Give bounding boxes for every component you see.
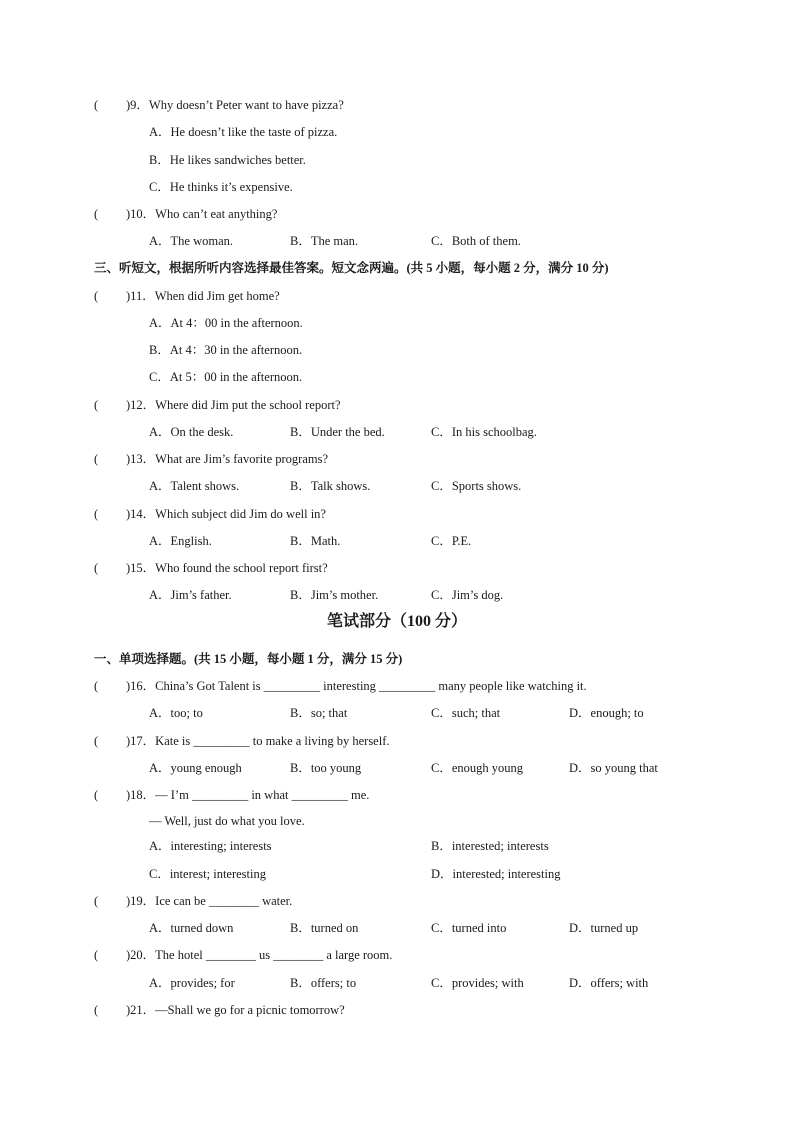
answer-option: C．provides; with [431,976,524,990]
answer-option: C．such; that [431,706,501,720]
question-text: )18．— I’m _________ in what _________ me. [126,788,370,802]
answer-option: C．interest; interesting [149,867,266,881]
answer-option: C．Both of them. [431,234,521,248]
answer-option: B．turned on [290,921,359,935]
answer-option: B．interested; interests [431,839,549,853]
answer-option: B．Math. [290,534,341,548]
answer-option: A．Jim’s father. [149,588,232,602]
question-text: )12．Where did Jim put the school report? [126,398,341,412]
answer-option: A．At 4：00 in the afternoon. [149,316,303,330]
question-text: )21．—Shall we go for a picnic tomorrow? [126,1003,345,1017]
answer-paren[interactable]: ( [94,289,99,303]
question-text: )15．Who found the school report first? [126,561,328,575]
answer-paren[interactable]: ( [94,98,99,112]
question-text: )19．Ice can be ________ water. [126,894,293,908]
section-heading: 三、听短文，根据所听内容选择最佳答案。短文念两遍。(共 5 小题，每小题 2 分，满分 10 分) [94,261,609,275]
answer-option: D．interested; interesting [431,867,561,881]
answer-option: A．He doesn’t like the taste of pizza. [149,125,338,139]
answer-paren[interactable]: ( [94,788,99,802]
answer-option: B．so; that [290,706,348,720]
answer-option: — Well, just do what you love. [149,814,305,828]
question-text: )11．When did Jim get home? [126,289,280,303]
answer-option: A．provides; for [149,976,235,990]
answer-option: C．enough young [431,761,524,775]
answer-option: A．On the desk. [149,425,234,439]
answer-option: A．Talent shows. [149,479,240,493]
part-title: 笔试部分（100 分） [326,613,467,630]
question-text: )20．The hotel ________ us ________ a large room. [126,948,393,962]
question-text: )16．China’s Got Talent is _________ interesting _________ many people like watching it. [126,679,587,693]
answer-option: C．At 5：00 in the afternoon. [149,370,303,384]
section-heading: 一、单项选择题。(共 15 小题，每小题 1 分，满分 15 分) [94,652,403,666]
question-text: )9．Why doesn’t Peter want to have pizza? [126,98,344,112]
answer-option: A．young enough [149,761,242,775]
answer-paren[interactable]: ( [94,207,99,221]
question-text: )17．Kate is _________ to make a living by herself. [126,734,390,748]
answer-option: C．In his schoolbag. [431,425,537,439]
answer-paren[interactable]: ( [94,679,99,693]
answer-option: C．Sports shows. [431,479,522,493]
answer-option: A．The woman. [149,234,234,248]
answer-option: D．turned up [569,921,639,935]
answer-option: A．interesting; interests [149,839,272,853]
answer-paren[interactable]: ( [94,948,99,962]
answer-paren[interactable]: ( [94,507,99,521]
answer-option: B．At 4：30 in the afternoon. [149,343,303,357]
answer-paren[interactable]: ( [94,894,99,908]
answer-option: B．Jim’s mother. [290,588,379,602]
answer-option: B．too young [290,761,362,775]
answer-option: B．He likes sandwiches better. [149,153,306,167]
answer-option: C．turned into [431,921,507,935]
question-text: )14．Which subject did Jim do well in? [126,507,326,521]
answer-paren[interactable]: ( [94,561,99,575]
answer-option: B．The man. [290,234,359,248]
answer-option: A．turned down [149,921,234,935]
answer-option: C．P.E. [431,534,472,548]
answer-paren[interactable]: ( [94,1003,99,1017]
answer-option: B．Under the bed. [290,425,385,439]
answer-option: D．offers; with [569,976,649,990]
answer-option: C．He thinks it’s expensive. [149,180,293,194]
answer-paren[interactable]: ( [94,734,99,748]
answer-option: D．so young that [569,761,658,775]
answer-option: C．Jim’s dog. [431,588,504,602]
answer-option: B．Talk shows. [290,479,371,493]
answer-option: D．enough; to [569,706,644,720]
answer-option: A．English. [149,534,212,548]
answer-option: A．too; to [149,706,203,720]
question-text: )10．Who can’t eat anything? [126,207,278,221]
question-text: )13．What are Jim’s favorite programs? [126,452,329,466]
answer-paren[interactable]: ( [94,398,99,412]
answer-option: B．offers; to [290,976,357,990]
answer-paren[interactable]: ( [94,452,99,466]
